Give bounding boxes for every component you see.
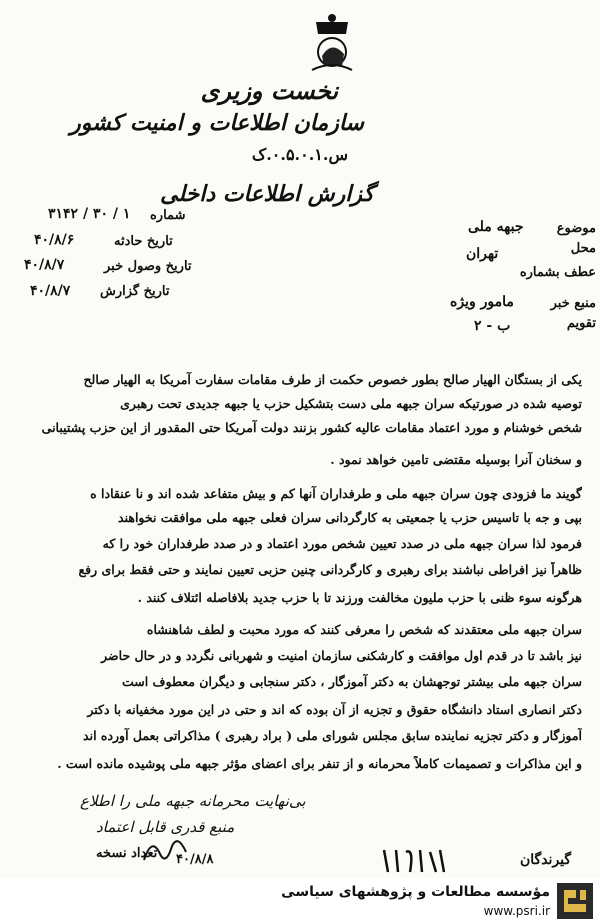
recipients-label: گیرندگان: [520, 852, 572, 868]
report-date-label: تاریخ گزارش: [100, 284, 170, 299]
number-label: شماره: [150, 208, 186, 223]
body-line: و سخنان آنرا بوسیله مقتضی تامین خواهد نمود .: [330, 452, 582, 467]
number-value: ۳۱۴۲ / ۳۰ / ۱: [48, 206, 131, 222]
body-line: هرگونه سوء ظنی با حزب ملیون مخالفت ورزند تا با حزب جدید بلافاصله ائتلاف کنند .: [137, 590, 582, 605]
date-stamp: ۴۰/۸/۸: [176, 852, 214, 867]
subject-label: موضوع: [556, 221, 596, 236]
lion-and-sun-emblem-icon: [302, 10, 362, 74]
institute-name: مؤسسه مطالعات و پژوهشهای سیاسی: [281, 884, 550, 900]
report-date-value: ۴۰/۸/۷: [30, 283, 71, 299]
copies-label: تعداد نسخه: [96, 846, 158, 861]
document-code: س.۰.۵.۰.۱.ک: [251, 145, 348, 164]
body-line: سران جبهه ملی معتقدند که شخص را معرفی کنند که مورد محبت و لطف شاهنشاه: [146, 622, 582, 637]
handwritten-note-1: بی‌نهایت محرمانه جبهه ملی را اطلاع: [80, 792, 306, 810]
body-line: فرمود لذا سران جبهه ملی در صدد تعیین شخص مورد اعتماد و در صدد طرفداران خود را که: [102, 536, 582, 551]
body-line: سران جبهه ملی بیشتر توجهشان به دکتر آموزگار ، دکتر سنجابی و دیگران معطوف است: [121, 674, 582, 689]
body-line: گویند ما فزودی چون سران جبهه ملی و طرفداران آنها کم و بیش متفاعد شده اند و نا عنقادا ه: [90, 486, 582, 501]
receipt-date-label: تاریخ وصول خبر: [104, 259, 192, 274]
source-value: مامور ویژه: [450, 294, 514, 310]
evaluation-label: تقویم: [566, 316, 596, 331]
body-line: ظاهراً نیز افراطی نباشند برای رهبری و کارگردانی چنین حزبی تعیین نمایند و حتی فقط برای رفع: [78, 562, 582, 577]
reference-label: عطف بشماره: [519, 265, 596, 280]
event-date-label: تاریخ حادثه: [114, 234, 173, 249]
body-line: دکتر انصاری استاد دانشگاه حقوق و تجزیه از آن بوده که اند و حتی در این مورد مخفیانه با دکتر: [87, 702, 582, 717]
body-line: و این مذاکرات و تصمیمات کاملاً محرمانه و از تنفر برای اعضای مؤثر جبهه ملی پوشیده مانده است .: [57, 756, 582, 771]
organization-name: سازمان اطلاعات و امنیت کشور: [70, 110, 364, 136]
subject-value: جبهه ملی: [468, 219, 524, 235]
body-line: توصیه شده در صورتیکه سران جبهه ملی دست بتشکیل حزب یا جبهه جدیدی تحت رهبری: [120, 396, 582, 411]
institute-website[interactable]: www.psri.ir: [483, 904, 550, 918]
body-line: یکی از بستگان الهیار صالح بطور خصوص حکمت از طرف مقامات سفارت آمریکا به الهیار صالح: [83, 372, 582, 387]
receipt-date-value: ۴۰/۸/۷: [24, 257, 65, 273]
body-line: آموزگار و دکتر تجزیه نماینده سابق مجلس شورای ملی ( براد رهبری ) مذاکراتی بعمل آورده اند: [83, 728, 582, 743]
event-date-value: ۴۰/۸/۶: [34, 232, 75, 248]
ministry-title: نخست وزیری: [200, 76, 338, 105]
source-label: منبع خبر: [550, 296, 596, 311]
body-line: نیز باشد تا در قدم اول موافقت و کارشکنی سازمان امنیت و شهربانی نگردد و در حال حاضر: [101, 648, 582, 663]
handwritten-number-icon: [380, 846, 450, 876]
body-line: بپی و جه با تاسیس حزب یا جمعیتی به کارگردانی سران فعلی جبهه ملی موافقت نخواهند: [118, 510, 582, 525]
place-label: محل: [570, 241, 596, 256]
place-value: تهران: [466, 246, 499, 262]
evaluation-value: ب - ۲: [474, 318, 511, 334]
handwritten-note-2: منبع قدری قابل اعتماد: [96, 818, 235, 836]
report-type: گزارش اطلاعات داخلی: [160, 181, 374, 207]
body-line: شخص خوشنام و مورد اعتماد مقامات عالیه کشور بزنند دولت آمریکا حتی المقدور از این حزب پشتیبانی: [41, 420, 582, 435]
institute-logo-icon: [556, 882, 594, 920]
